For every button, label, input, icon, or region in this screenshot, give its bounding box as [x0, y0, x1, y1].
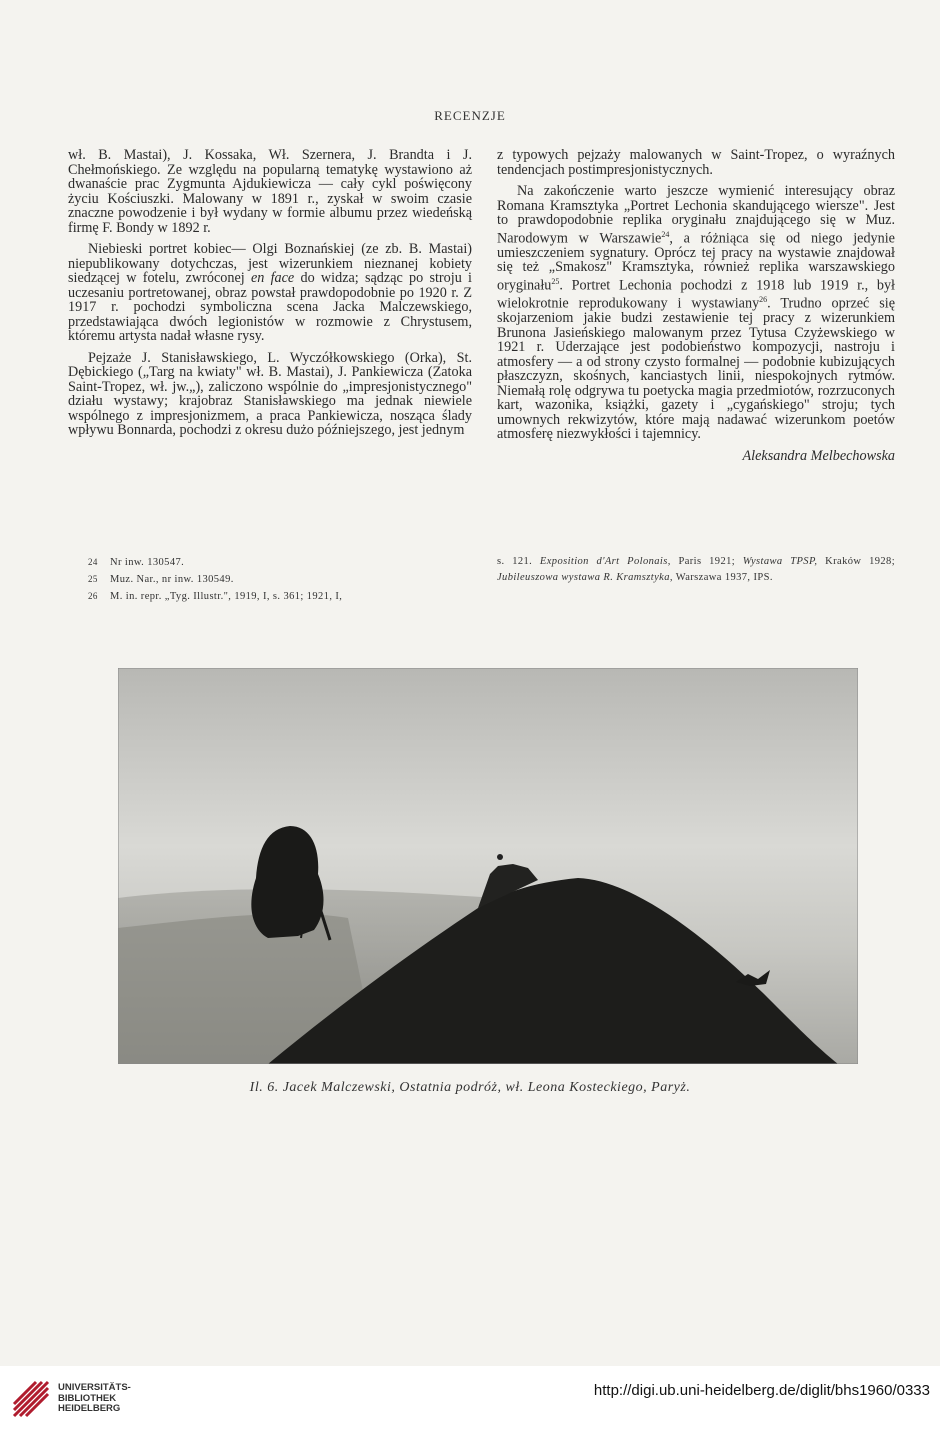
page-url-link[interactable]: http://digi.ub.uni-heidelberg.de/diglit/bhs1960/0333 [593, 1382, 930, 1399]
library-name-line: UNIVERSITÄTS- [58, 1382, 131, 1393]
footnote-title: Jubileuszowa wystawa R. Kramsztyka, [497, 572, 673, 583]
paragraph-text: . Portret Lechonia pochodzi z 1918 lub 1919 r., był wielokrotnie reprodukowany i wystawiany [497, 277, 895, 312]
left-column [68, 148, 472, 445]
paragraph: z typowych pejzaży malowanych w Saint-Tropez, o wyraźnych tendencjach postimpresjonistycznych. [497, 147, 895, 178]
footnote [88, 554, 478, 571]
footnote-ref: 24 [661, 229, 670, 239]
footnote-text: Kraków 1928; [825, 556, 896, 567]
footnote-ref: 25 [551, 276, 560, 286]
footnote-ref: 26 [759, 294, 768, 304]
library-name [58, 1383, 131, 1415]
footnote-text: Nr inw. 130547. [110, 557, 185, 568]
footnote-number: 24 [88, 557, 98, 567]
running-head: RECENZJE [434, 108, 506, 123]
paragraph [497, 184, 895, 442]
wagon-figure [497, 854, 503, 860]
footnote-text: M. in. repr. „Tyg. Illustr.", 1919, I, s. 361; 1921, I, [110, 591, 343, 602]
painting-reproduction [118, 668, 858, 1064]
footnote-text: s. 121. [497, 556, 533, 567]
paragraph-text: Na zakończenie warto jeszcze wymienić interesujący obraz Romana Kramsztyka „Portret Lechonia skandującego wiersze". Jest to prawdopodobnie replika oryginału znajdującego się w Muz. Narodowym w Warszawie [497, 183, 895, 247]
footnote-text: Muz. Nar., nr inw. 130549. [110, 574, 234, 585]
paragraph: wł. B. Mastai), J. Kossaka, Wł. Szernera, J. Brandta i J. Chełmońskiego. Ze względu na popularną tematykę wystawiono aż dwanaście prac Zygmunta Ajdukiewicza — cały cykl poświęcony życiu Kościuszki. Malowany w 1891 r., zyskał w swoim czasie znaczne powodzenie i był wydany w formie albumu przez wiedeńską firmę F. Bondy w 1892 r. [68, 147, 472, 236]
footnotes-left [88, 554, 478, 605]
italic-text: en face [250, 270, 295, 286]
painting-image [118, 668, 858, 1064]
footnotes-right [497, 554, 895, 586]
footnote-number: 26 [88, 591, 98, 601]
paragraph-text: . Trudno oprzeć się skojarzeniom jakie budzi zestawienie tej pracy z wizerunkiem Brunona Jasieńskiego malowanym przez Tytusa Czyżewskiego w 1921 r. Uderzające jest podobieństwo kompozycji, nastroju i atmosfery — a od strony czysto formalnej — podobnie kubizujących płaszczyzn, skośnych, kanciastych linii, niespokojnych rytmów. Niemałą rolę odgrywa tu poetycka magia przedmiotów, rozrzuconych kart, wazonika, książki, gazety i „cygańskiego" stroju; tych umownych rekwizytów, które mają nadawać wizerunkom poetów atmosferę niezwykłości i tajemnicy. [497, 295, 895, 443]
paragraph-text: , a różniąca się od niego jedynie umieszczeniem sygnatury. Oprócz tej pracy na wystawie znajdował się też „Smakosz" Kramsztyka, również replika warszawskiego oryginału [497, 230, 895, 294]
library-name-line: BIBLIOTHEK [58, 1392, 117, 1404]
library-name-line: HEIDELBERG [58, 1403, 121, 1414]
paragraph-text: Niebieski portret kobiec— Olgi Boznańskiej (ze zb. B. Mastai) niepublikowany dotychczas, jest wizerunkiem nieznanej kobiety siedzącej w fotelu, zwróconej [68, 241, 472, 286]
footnote-text: Warszawa 1937, IPS. [675, 572, 773, 583]
right-column [497, 148, 895, 470]
footnote-title: Exposition d'Art Polonais, [539, 556, 671, 567]
paragraph: Pejzaże J. Stanisławskiego, L. Wyczółkowskiego (Orka), St. Dębickiego („Targ na kwiaty" wł. B. Mastai), J. Pankiewicza (Zatoka Saint-Tropez, wł. jw.„), zaliczono wspólnie do „impresjonistycznego" działu wystawy; krajobraz Stanisławskiego ma jednak niewiele wspólnego z impresjonizmem, a praca Pankiewicza, nosząca ślady wpływu Bonnarda, pochodzi z okresu dużo późniejszego, jest jednym [68, 349, 472, 438]
footnote-title: Wystawa TPSP, [742, 556, 818, 567]
footnote-number: 25 [88, 574, 98, 584]
paragraph-text: do widza; sądząc po stroju i uczesaniu portretowanej, obraz powstał prawdopodobnie po 1920 r. Z 1917 r. pochodzi symboliczna scena Jacka Malczewskiego, przedstawiająca dwóch legionistów w rozmowie z Chrystusem, któremu artysta nadał własne rysy. [68, 270, 472, 344]
footnote [88, 571, 478, 588]
university-library-logo-icon [10, 1378, 52, 1420]
figure-caption: Il. 6. Jacek Malczewski, Ostatnia podróż, wł. Leona Kosteckiego, Paryż. [249, 1080, 691, 1095]
footnote-text: Paris 1921; [678, 556, 736, 567]
author-signature: Aleksandra Melbechowska [742, 447, 895, 464]
footer-bar [0, 1366, 940, 1436]
paragraph [68, 242, 472, 344]
footnote [88, 588, 478, 605]
